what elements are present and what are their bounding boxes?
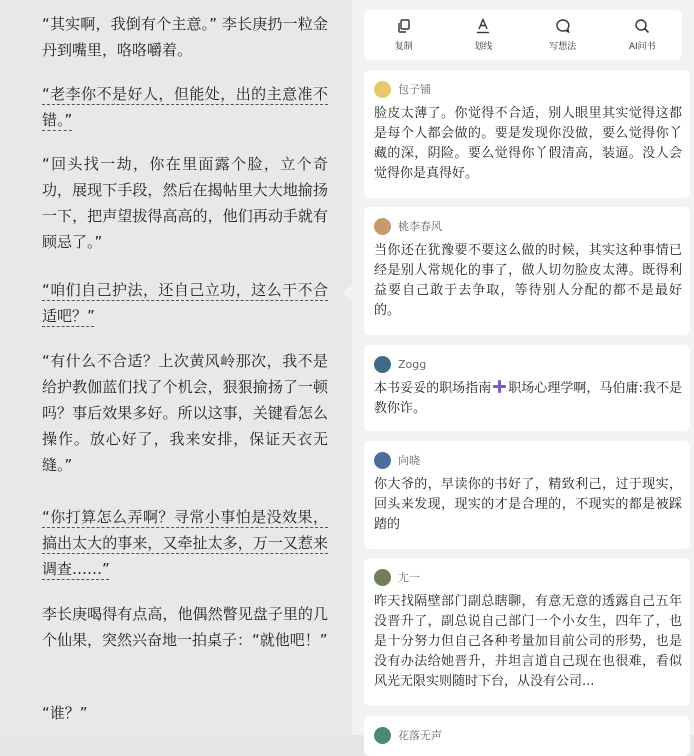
paragraph-text: “谁？” — [42, 704, 88, 722]
ai-search-icon — [634, 18, 650, 34]
comment-card[interactable] — [364, 441, 690, 549]
comment-text-part: 本书妥妥的职场指南 — [374, 381, 492, 396]
paragraph-text: 李长庚喝得有点高，他偶然瞥见盘子里的几个仙果，突然兴奋地一拍桌子：“就他吧！” — [42, 605, 328, 649]
comment-text — [374, 379, 682, 419]
underlined-paragraph[interactable] — [42, 277, 328, 329]
ai-ask-book-label: AI问书 — [628, 42, 656, 52]
underline-button[interactable] — [453, 18, 513, 52]
paragraph — [42, 601, 328, 653]
comment-username: 花落无声 — [398, 729, 442, 742]
comments-panel — [352, 0, 694, 742]
paragraph-text: “有什么不合适？上次黄风岭那次，我不是给护教伽蓝们找了个机会，狠狠揄扬了一顿吗？事后效果多好。所以这事，关键看怎么操作。放心好了，我来安排，保证天衣无缝。” — [42, 352, 328, 474]
copy-label: 复制 — [394, 42, 413, 52]
comment-text: 当你还在犹豫要不要这么做的时候，其实这种事情已经是别人常规化的事了，做人切勿脸皮太薄。既得利益要自己敢于去争取，等待别人分配的都不是最好的。 — [374, 243, 682, 318]
comment-card[interactable] — [364, 716, 690, 756]
plus-icon — [493, 380, 506, 393]
paragraph-text[interactable]: “咱们自己护法，还自己立功，这么干不合适吧？” — [42, 281, 328, 325]
avatar — [374, 356, 391, 373]
underlined-paragraph[interactable] — [42, 504, 328, 582]
underline-label: 划线 — [474, 42, 493, 52]
copy-button[interactable] — [374, 18, 434, 52]
comment-username: 向晓 — [398, 454, 420, 467]
avatar — [374, 218, 391, 235]
paragraph-text[interactable]: “老李你不是好人，但能处，出的主意准不错。” — [42, 85, 328, 129]
paragraph-text: “其实啊，我倒有个主意。” 李长庚扔一粒金丹到嘴里，咯咯嚼着。 — [42, 15, 328, 59]
comment-text: 脸皮太薄了。你觉得不合适，别人眼里其实觉得这都是每个人都会做的。要是发现你没做，要么觉得你丫藏的深，阴险。要么觉得你丫假清高，装逼。没人会觉得你是真得好。 — [374, 106, 682, 181]
ai-ask-book-button[interactable] — [612, 18, 672, 52]
reader-pane — [0, 0, 352, 735]
underlined-paragraph[interactable] — [42, 81, 328, 133]
comment-card[interactable] — [364, 558, 690, 706]
comment-username: Zogg — [398, 357, 427, 371]
avatar — [374, 569, 391, 586]
avatar — [374, 727, 391, 744]
thought-icon — [555, 18, 571, 34]
selection-toolbar — [364, 10, 682, 60]
comment-username: 尢一 — [398, 571, 420, 584]
comment-text: 昨天找隔壁部门副总瞎聊，有意无意的透露自己五年没晋升了，副总说自己部门一个小女生，四年了，也是十分努力但自己各种考量加目前公司的形势，也是没有办法给她晋升，并坦言道自己现在也很难，看似风光无限实则随时下台，从没有公司... — [374, 594, 682, 689]
comment-card[interactable] — [364, 345, 690, 431]
popover-pointer — [342, 284, 352, 302]
copy-icon — [396, 18, 412, 34]
paragraph-text[interactable]: “你打算怎么弄啊？寻常小事怕是没效果，搞出太大的事来，又牵扯太多，万一又惹来调查……” — [42, 508, 328, 578]
underline-icon — [475, 18, 491, 34]
paragraph-text: “回头找一劫，你在里面露个脸，立个奇功，展现下手段，然后在揭帖里大大地揄扬一下，把声望拔得高高的，他们再动手就有顾忌了。” — [42, 155, 328, 251]
paragraph — [42, 11, 328, 63]
comment-card[interactable] — [364, 70, 690, 198]
paragraph — [42, 700, 328, 726]
comment-text-part: 职场心理学啊，马伯庸:我不是教你诈。 — [374, 381, 682, 416]
paragraph — [42, 151, 328, 255]
comment-username: 包子铺 — [398, 83, 431, 96]
avatar — [374, 81, 391, 98]
comment-text: 你大爷的，早读你的书好了，精致利己，过于现实，回头来发现，现实的才是合理的，不现实的都是被踩踏的 — [374, 477, 682, 532]
write-thought-button[interactable] — [533, 18, 593, 52]
paragraph — [42, 348, 328, 478]
comment-card[interactable] — [364, 207, 690, 335]
write-thought-label: 写想法 — [549, 42, 577, 52]
avatar — [374, 452, 391, 469]
comment-username: 桃李春风 — [398, 220, 442, 233]
